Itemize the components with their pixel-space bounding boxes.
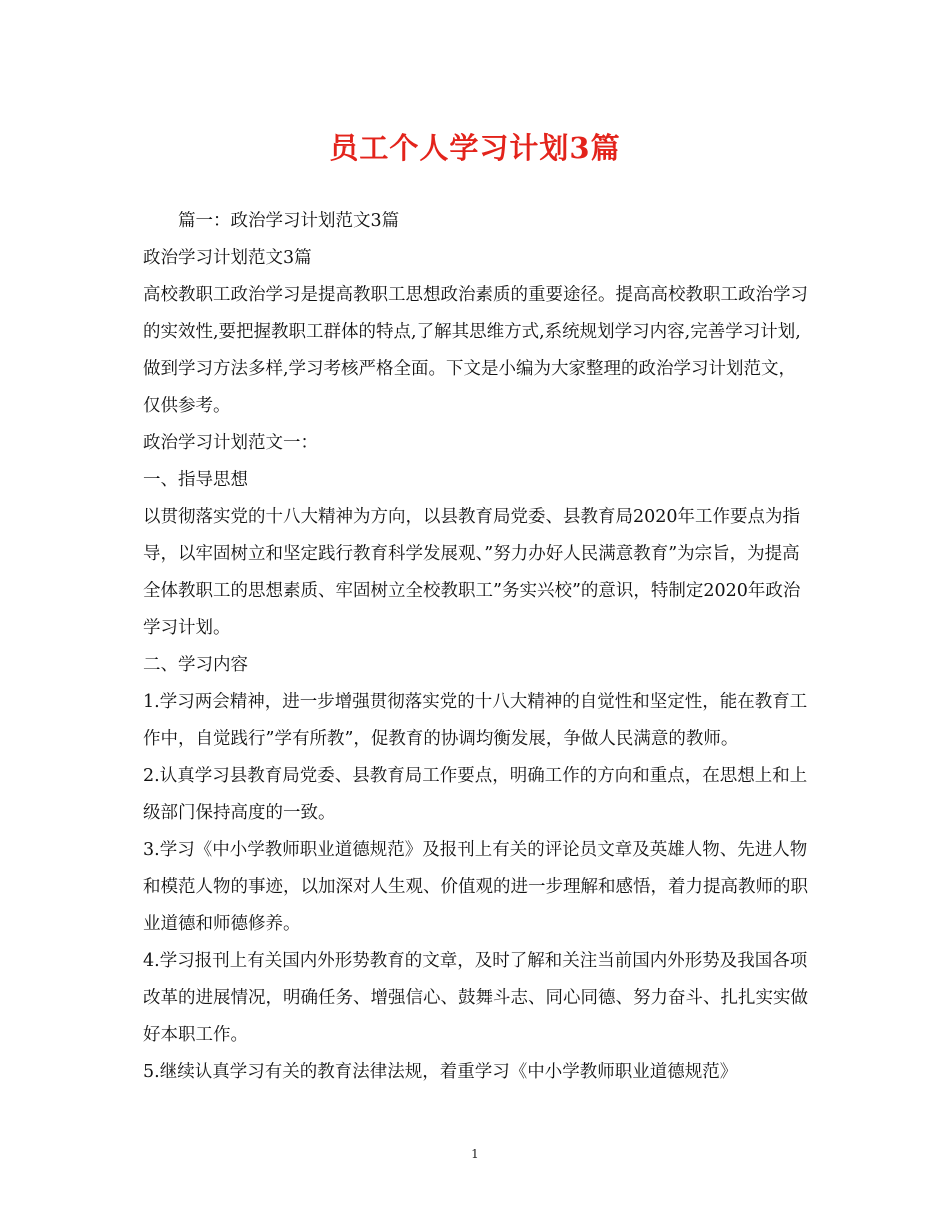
- paragraph: 2.认真学习县教育局党委、县教育局工作要点，明确工作的方向和重点，在思想上和上级部门保持高度的一致。: [143, 766, 808, 823]
- paragraph: 1.学习两会精神，进一步增强贯彻落实党的十八大精神的自觉性和坚定性，能在教育工作中，自觉践行”学有所教”，促教育的协调均衡发展，争做人民满意的教师。: [143, 692, 808, 749]
- page-number: 1: [471, 1147, 479, 1161]
- document-title: 员工个人学习计划3篇: [329, 131, 621, 165]
- paragraph: 3.学习《中小学教师职业道德规范》及报刊上有关的评论员文章及英雄人物、先进人物和模范人物的事迹，以加深对人生观、价值观的进一步理解和感悟，着力提高教师的职业道德和师德修养。: [143, 840, 808, 934]
- paragraph: 5.继续认真学习有关的教育法律法规，着重学习《中小学教师职业道德规范》: [143, 1062, 738, 1082]
- paragraph: 高校教职工政治学习是提高教职工思想政治素质的重要途径。提高高校教职工政治学习的实效性,要把握教职工群体的特点,了解其思维方式,系统规划学习内容,完善学习计划,做到学习方法多样,学习考核严格全面。下文是小编为大家整理的政治学习计划范文，仅供参考。: [143, 285, 808, 416]
- document-body: [143, 203, 811, 1091]
- paragraph: 以贯彻落实党的十八大精神为方向，以县教育局党委、县教育局2020年工作要点为指导，以牢固树立和坚定践行教育科学发展观、”努力办好人民满意教育”为宗旨，为提高全体教职工的思想素质、牢固树立全校教职工”务实兴校”的意识，特制定2020年政治学习计划。: [143, 507, 801, 638]
- paragraph: 政治学习计划范文3篇: [143, 248, 312, 268]
- paragraph: 一、指导思想: [143, 470, 248, 490]
- paragraph: 二、学习内容: [143, 655, 248, 675]
- section-heading: 篇一：政治学习计划范文3篇: [178, 211, 400, 231]
- paragraph: 4.学习报刊上有关国内外形势教育的文章，及时了解和关注当前国内外形势及我国各项改革的进展情况，明确任务、增强信心、鼓舞斗志、同心同德、努力奋斗、扎扎实实做好本职工作。: [143, 951, 808, 1045]
- paragraph: 政治学习计划范文一：: [143, 433, 318, 453]
